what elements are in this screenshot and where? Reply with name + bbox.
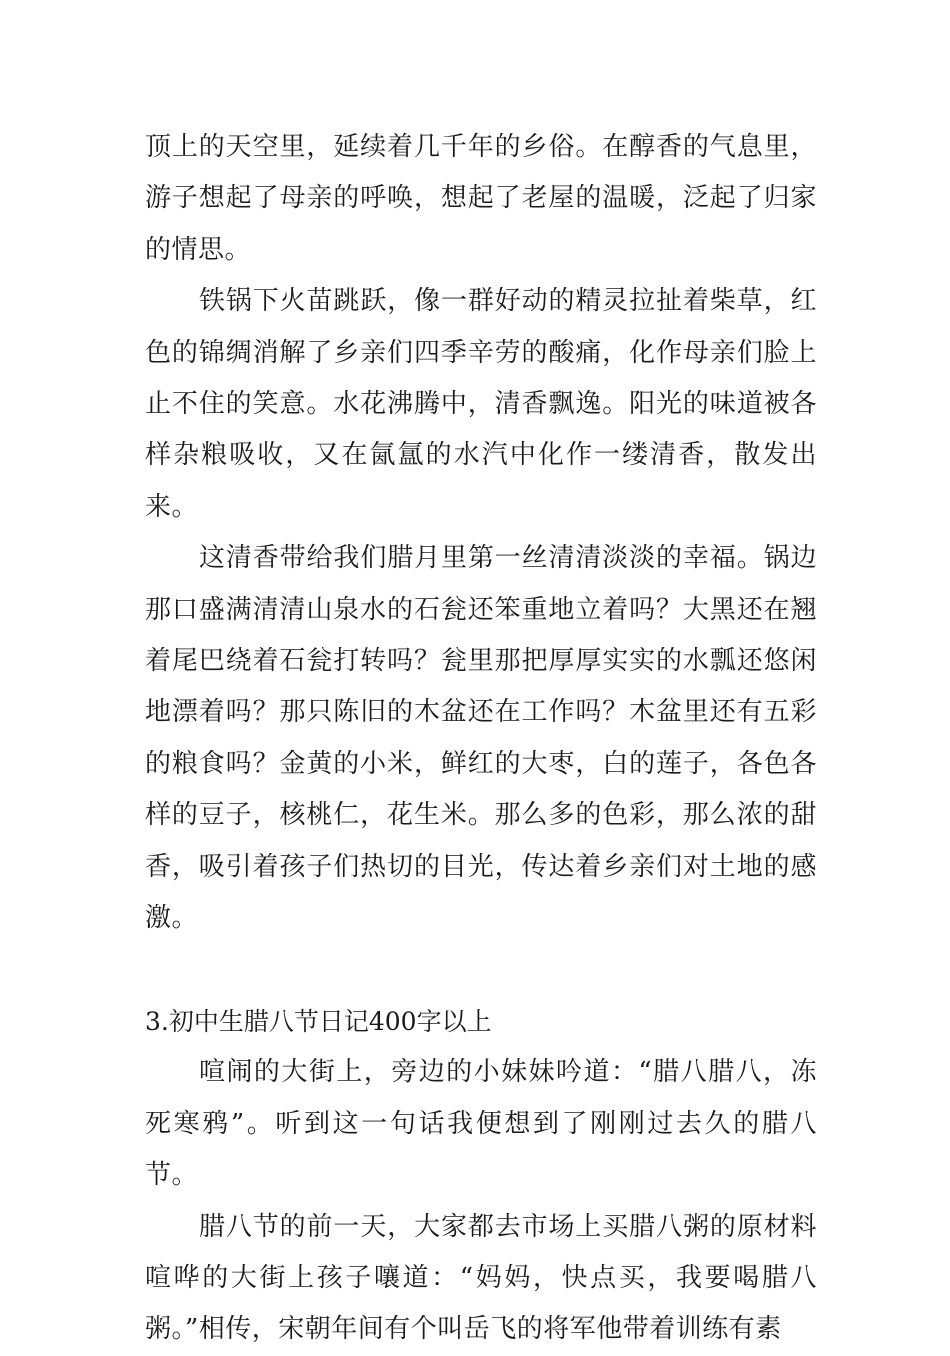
paragraph-fragrance: 这清香带给我们腊月里第一丝清清淡淡的幸福。锅边那口盛满清清山泉水的石瓮还笨重地立着吗？大黑还在翘着尾巴绕着石瓮打转吗？瓮里那把厚厚实实的水瓢还悠闲地漂着吗？那只陈旧的木盆还在工作吗？木盆里还有五彩的粮食吗？金黄的小米，鲜红的大枣，白的莲子，各色各样的豆子，核桃仁，花生米。那么多的色彩，那么浓的甜香，吸引着孩子们热切的目光，传达着乡亲们对土地的感激。 — [145, 543, 817, 934]
section-spacer — [145, 945, 817, 996]
paragraph-iron-pot: 铁锅下火苗跳跃，像一群好动的精灵拉扯着柴草，红色的锦绸消解了乡亲们四季辛劳的酸痛，化作母亲们脸上止不住的笑意。水花沸腾中，清香飘逸。阳光的味道被各样杂粮吸收，又在氤氲的水汽中化作一缕清香，散发出来。 — [145, 286, 817, 522]
paragraph-continued: 顶上的天空里，延续着几千年的乡俗。在醇香的气息里，游子想起了母亲的呼唤，想起了老屋的温暖，泛起了归家的情思。 — [145, 132, 817, 265]
paragraph-market: 腊八节的前一天，大家都去市场上买腊八粥的原材料喧哗的大街上孩子嚷道：“妈妈，快点买，我要喝腊八粥。”相传，宋朝年间有个叫岳飞的将军他带着训练有素 — [145, 1211, 817, 1345]
paragraph-street: 喧闹的大街上，旁边的小妹妹吟道：“腊八腊八，冻死寒鸦”。听到这一句话我便想到了刚刚过去久的腊八节。 — [145, 1057, 817, 1191]
document-body — [145, 122, 817, 1356]
section-heading: 3.初中生腊八节日记400字以上 — [145, 1006, 492, 1036]
